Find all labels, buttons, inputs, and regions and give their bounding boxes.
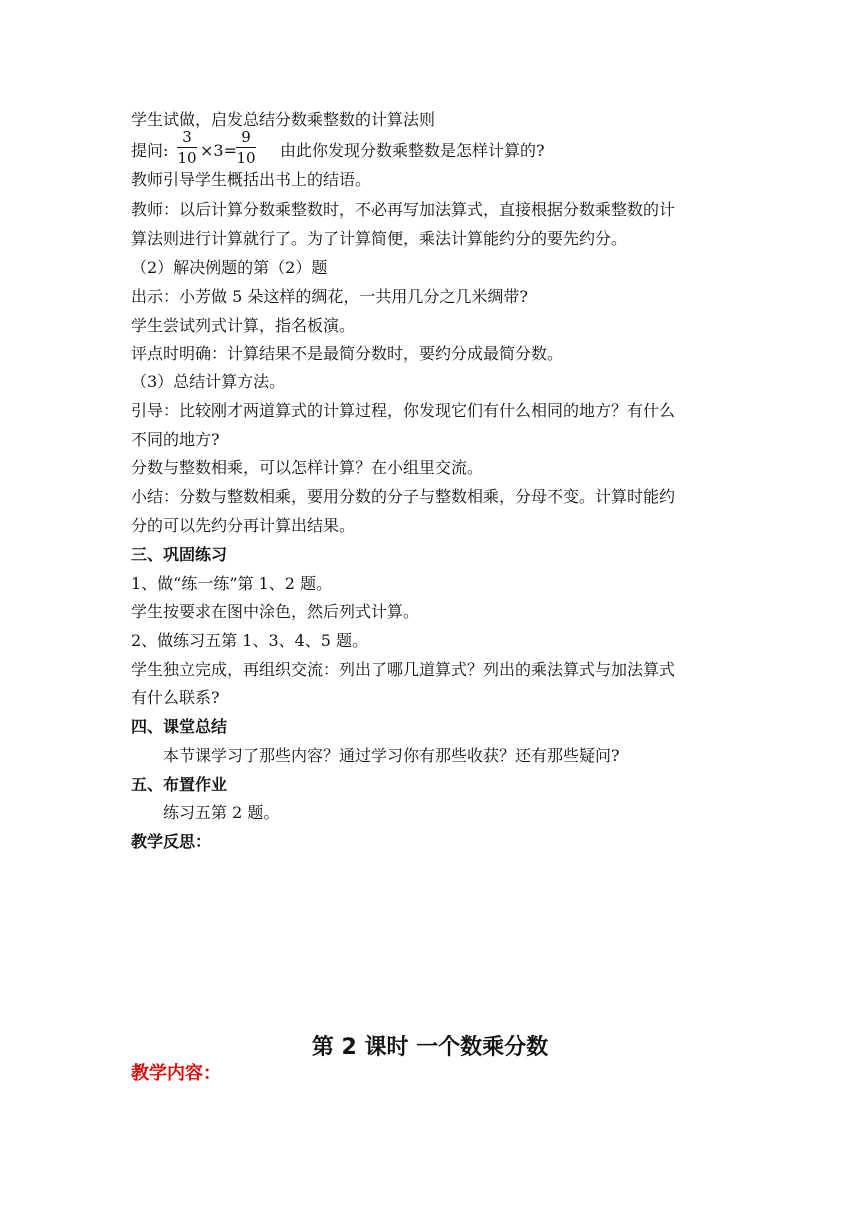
text-line: （2）解决例题的第（2）题 xyxy=(131,258,328,277)
text-line: 教师：以后计算分数乘整数时，不必再写加法算式，直接根据分数乘整数的计 xyxy=(131,200,676,219)
text-line: 教师引导学生概括出书上的结语。 xyxy=(131,170,372,189)
section-heading: 四、课堂总结 xyxy=(131,717,228,736)
section-heading: 五、布置作业 xyxy=(131,775,228,794)
fraction-denominator: 10 xyxy=(236,149,256,167)
text-line: （3）总结计算方法。 xyxy=(131,372,286,391)
text-line: 分的可以先约分再计算出结果。 xyxy=(131,516,356,535)
text-line: 学生尝试列式计算，指名板演。 xyxy=(131,316,356,335)
multiply-expression: ×3= xyxy=(200,141,237,160)
text-line: 出示：小芳做 5 朵这样的绸花，一共用几分之几米绸带? xyxy=(131,287,528,306)
text-line: 本节课学习了那些内容？通过学习你有那些收获？还有那些疑问? xyxy=(163,746,620,765)
text-line: 练习五第 2 题。 xyxy=(163,803,280,822)
teaching-content-heading: 教学内容： xyxy=(131,1063,221,1084)
text-line: 学生按要求在图中涂色，然后列式计算。 xyxy=(131,602,420,621)
text-line: 小结：分数与整数相乘，要用分数的分子与整数相乘，分母不变。计算时能约 xyxy=(131,487,676,506)
reflection-heading: 教学反思： xyxy=(131,832,212,851)
question-text: 由此你发现分数乘整数是怎样计算的? xyxy=(280,141,545,160)
fraction-numerator: 9 xyxy=(241,128,251,146)
text-line: 算法则进行计算就行了。为了计算简便，乘法计算能约分的要先约分。 xyxy=(131,229,628,248)
text-line: 有什么联系? xyxy=(131,688,220,707)
section-heading: 三、巩固练习 xyxy=(131,545,228,564)
fraction-denominator: 10 xyxy=(177,149,197,167)
text-line: 1、做“练一练”第 1、2 题。 xyxy=(131,574,333,593)
fraction-9-10 xyxy=(236,128,256,167)
text-line: 学生试做，启发总结分数乘整数的计算法则 xyxy=(131,110,436,129)
text-line: 不同的地方? xyxy=(131,430,220,449)
question-prompt: 提问: xyxy=(131,141,169,160)
lesson-title: 第 2 课时 一个数乘分数 xyxy=(311,1035,549,1060)
text-line: 分数与整数相乘，可以怎样计算？在小组里交流。 xyxy=(131,458,484,477)
text-line: 评点时明确：计算结果不是最简分数时，要约分成最简分数。 xyxy=(131,344,564,363)
text-line: 引导：比较刚才两道算式的计算过程，你发现它们有什么相同的地方？有什么 xyxy=(131,401,676,420)
fraction-numerator: 3 xyxy=(182,128,192,146)
fraction-bar xyxy=(177,147,197,148)
text-line: 2、做练习五第 1、3、4、5 题。 xyxy=(131,631,369,650)
fraction-3-10 xyxy=(177,128,197,167)
fraction-bar xyxy=(236,147,256,148)
text-line: 学生独立完成，再组织交流：列出了哪几道算式？列出的乘法算式与加法算式 xyxy=(131,660,676,679)
